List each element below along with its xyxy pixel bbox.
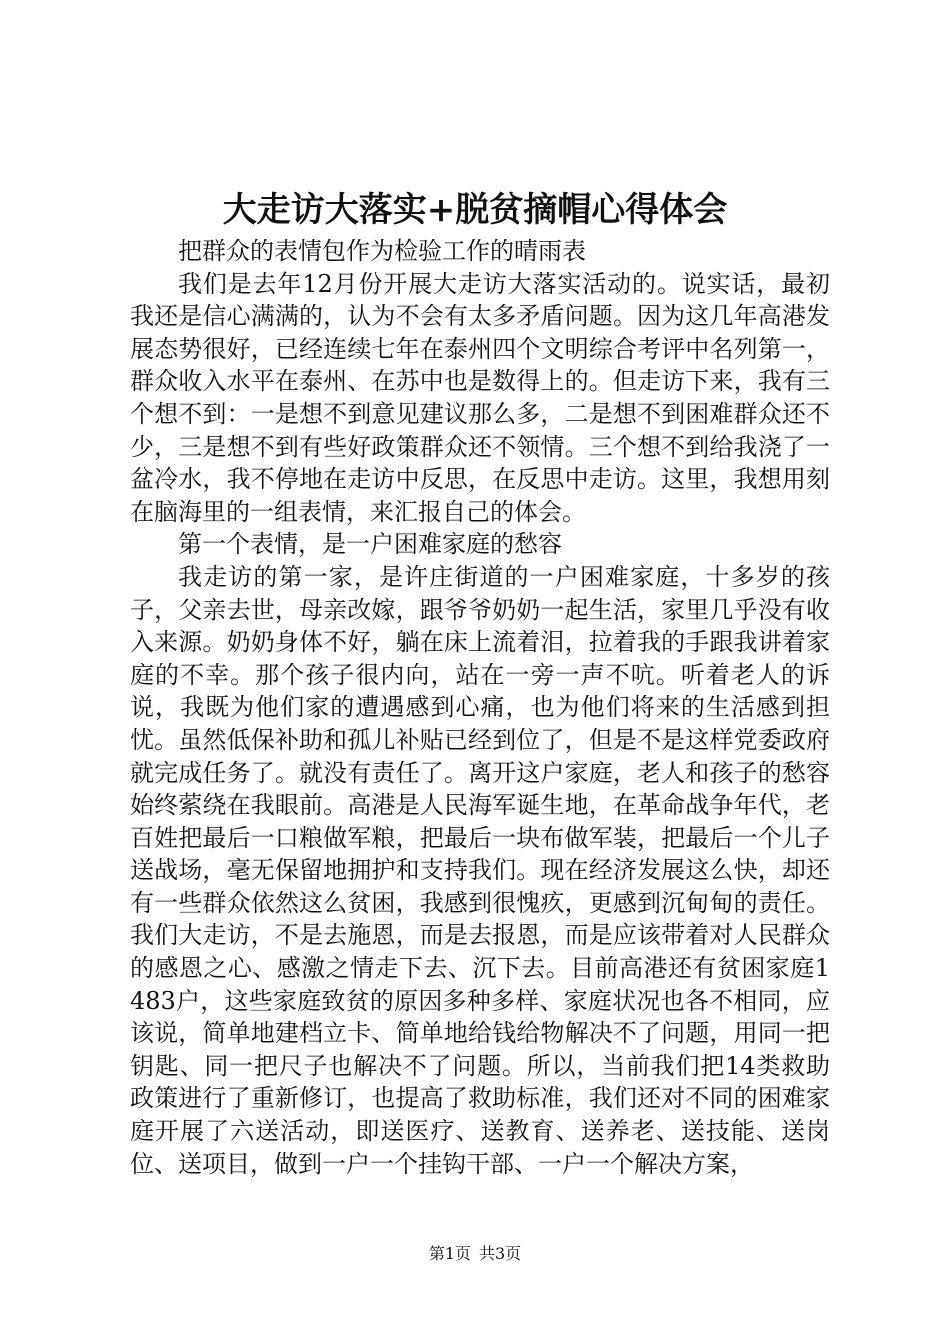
paragraph-subtitle-2: 第一个表情，是一户困难家庭的愁容: [178, 530, 562, 559]
document-body: [130, 235, 830, 1180]
paragraph-intro: 我们是去年12月份开展大走访大落实活动的。说实话，最初我还是信心满满的，认为不会有太多矛盾问题。因为这几年高港发展态势很好，已经连续七年在泰州四个文明综合考评中名列第一，群众收入水平在泰州、在苏中也是数得上的。但走访下来，我有三个想不到：一是想不到意见建议那么多，二是想不到困难群众还不少，三是想不到有些好政策群众还不领情。三个想不到给我浇了一盆冷水，我不停地在走访中反思，在反思中走访。这里，我想用刻在脑海里的一组表情，来汇报自己的体会。: [130, 269, 830, 526]
page-number: 第1页: [428, 1244, 471, 1263]
paragraph-subtitle-1: 把群众的表情包作为检验工作的晴雨表: [178, 237, 586, 265]
page-footer: [0, 1244, 950, 1264]
page-total: 共3页: [479, 1244, 522, 1263]
document-title: 大走访大落实+脱贫摘帽心得体会: [222, 190, 728, 230]
paragraph-first-visit: 我走访的第一家，是许庄街道的一户困难家庭，十多岁的孩子，父亲去世，母亲改嫁，跟爷爷奶奶一起生活，家里几乎没有收入来源。奶奶身体不好，躺在床上流着泪，拉着我的手跟我讲着家庭的不幸。那个孩子很内向，站在一旁一声不吭。听着老人的诉说，我既为他们家的遭遇感到心痛，也为他们将来的生活感到担忧。虽然低保补助和孤儿补贴已经到位了，但是不是这样党委政府就完成任务了。就没有责任了。离开这户家庭，老人和孩子的愁容始终萦绕在我眼前。高港是人民海军诞生地，在革命战争年代，老百姓把最后一口粮做军粮，把最后一块布做军装，把最后一个儿子送战场，毫无保留地拥护和支持我们。现在经济发展这么快，却还有一些群众依然这么贫困，我感到很愧疚，更感到沉甸甸的责任。我们大走访，不是去施恩，而是去报恩，而是应该带着对人民群众的感恩之心、感激之情走下去、沉下去。目前高港还有贫困家庭1483户，这些家庭致贫的原因多种多样、家庭状况也各不相同，应该说，简单地建档立卡、简单地给钱给物解决不了问题，用同一把钥匙、同一把尺子也解决不了问题。所以，当前我们把14类救助政策进行了重新修订，也提高了救助标准，我们还对不同的困难家庭开展了六送活动，即送医疗、送教育、送养老、送技能、送岗位、送项目，做到一户一个挂钩干部、一户一个解决方案，: [130, 562, 830, 1178]
